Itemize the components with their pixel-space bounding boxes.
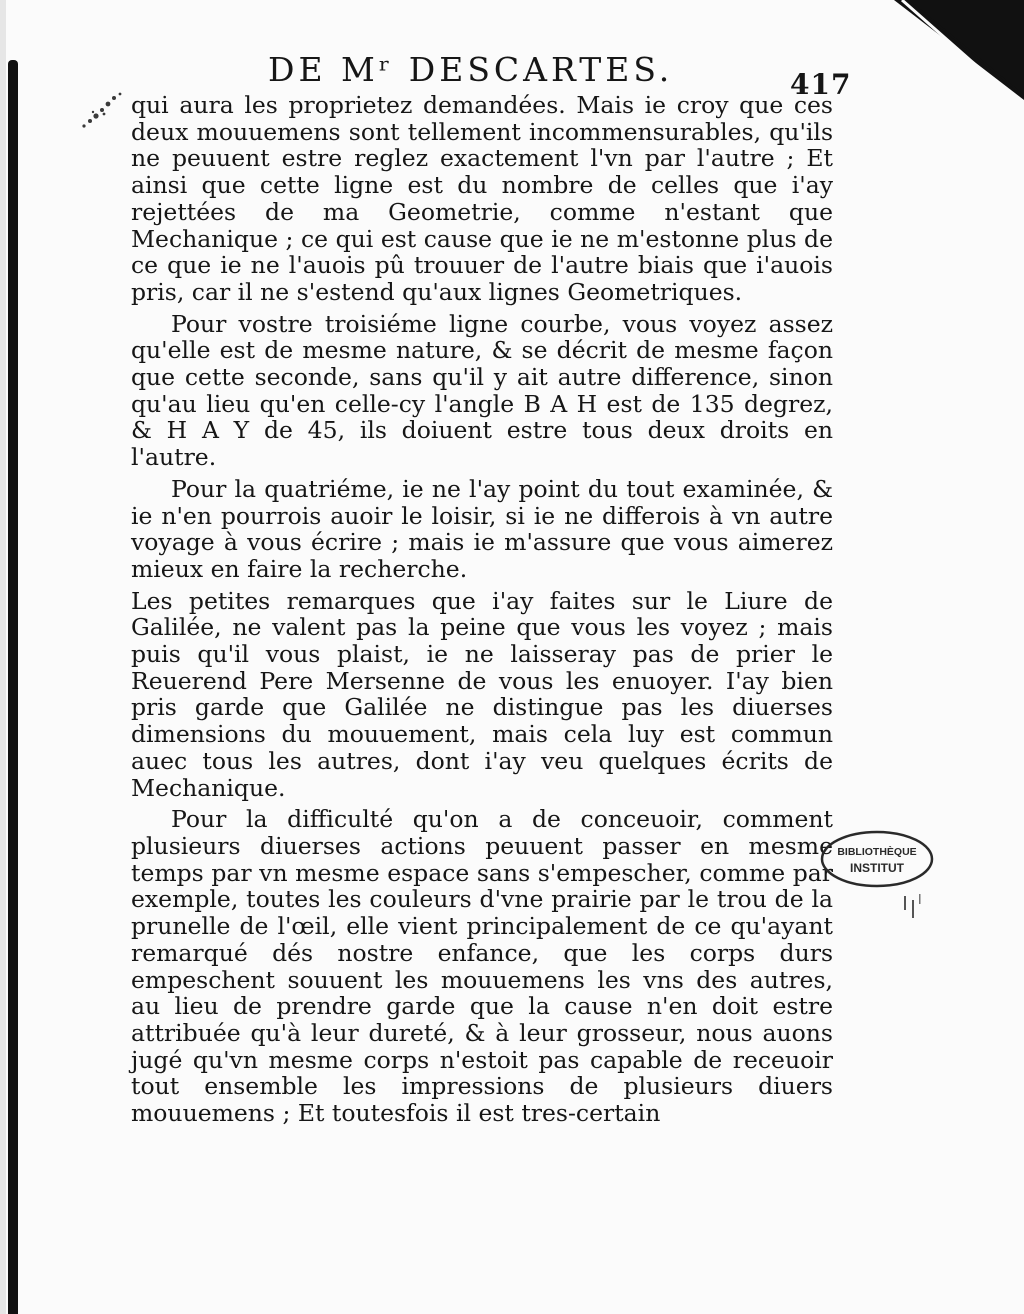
folded-corner: [824, 0, 1024, 120]
stamp-line-2: INSTITUT: [850, 861, 904, 875]
running-header: DE Mʳ DESCARTES.: [268, 50, 674, 89]
ink-smudge: [74, 90, 134, 134]
binding-shadow: [8, 60, 18, 1314]
paragraph-3: Pour la quatriéme, ie ne l'ay point du tout examinée, & ie n'en pourrois auoir le loisir, si ie ne differois à vn autre voyage à vous écrire ; mais ie m'assure que vous aimerez mieux en faire la recherche.: [131, 474, 833, 583]
stamp-line-1: BIBLIOTHÈQUE: [837, 846, 917, 858]
ink-specks: [898, 890, 928, 930]
page-number: 417: [790, 68, 852, 101]
paragraph-2: Pour vostre troisiéme ligne courbe, vous voyez assez qu'elle est de mesme nature, & se décrit de mesme façon que cette seconde, sans qu'il y ait autre difference, sinon qu'au lieu qu'en celle-cy l'angle B A H est de 135 degrez, & H A Y de 45, ils doiuent estre tous deux droits en l'autre.: [131, 309, 833, 472]
body-text: [131, 92, 833, 1127]
paragraph-4: Les petites remarques que i'ay faites sur le Liure de Galilée, ne valent pas la peine que vous les voyez ; mais puis qu'il vous plaist, ie ne laisseray pas de prier le Reuerend Pere Mersenne de vous les enuoyer. I'ay bien pris garde que Galilée ne distingue pas les diuerses dimensions du mouuement, mais cela luy est commun auec tous les autres, dont i'ay veu quelques écrits de Mechanique.: [131, 586, 833, 802]
scan-left-edge: [0, 0, 6, 1314]
paragraph-1: qui aura les proprietez demandées. Mais ie croy que ces deux mouuemens sont tellement incommensurables, qu'ils ne peuuent estre reglez exactement l'vn par l'autre ; Et ainsi que cette ligne est du nombre de celles que i'ay rejettées de ma Geometrie, comme n'estant que Mechanique ; ce qui est cause que ie ne m'estonne plus de ce que ie ne l'auois pû trouuer de l'autre biais que i'auois pris, car il ne s'estend qu'aux lignes Geometriques.: [131, 91, 833, 306]
library-stamp: [818, 828, 936, 890]
paragraph-5: Pour la difficulté qu'on a de conceuoir, comment plusieurs diuerses actions peuuent passer en mesme temps par vn mesme espace sans s'empescher, comme par exemple, toutes les couleurs d'vne prairie par le trou de la prunelle de l'œil, elle vient principalement de ce qu'ayant remarqué dés nostre enfance, que les corps durs empeschent souuent les mouuemens les vns des autres, au lieu de prendre garde que la cause n'en doit estre attribuée qu'à leur dureté, & à leur grosseur, nous auons jugé qu'vn mesme corps n'estoit pas capable de receuoir tout ensemble les impressions de plusieurs diuers mouuemens ; Et toutesfois il est tres-certain: [131, 805, 833, 1128]
